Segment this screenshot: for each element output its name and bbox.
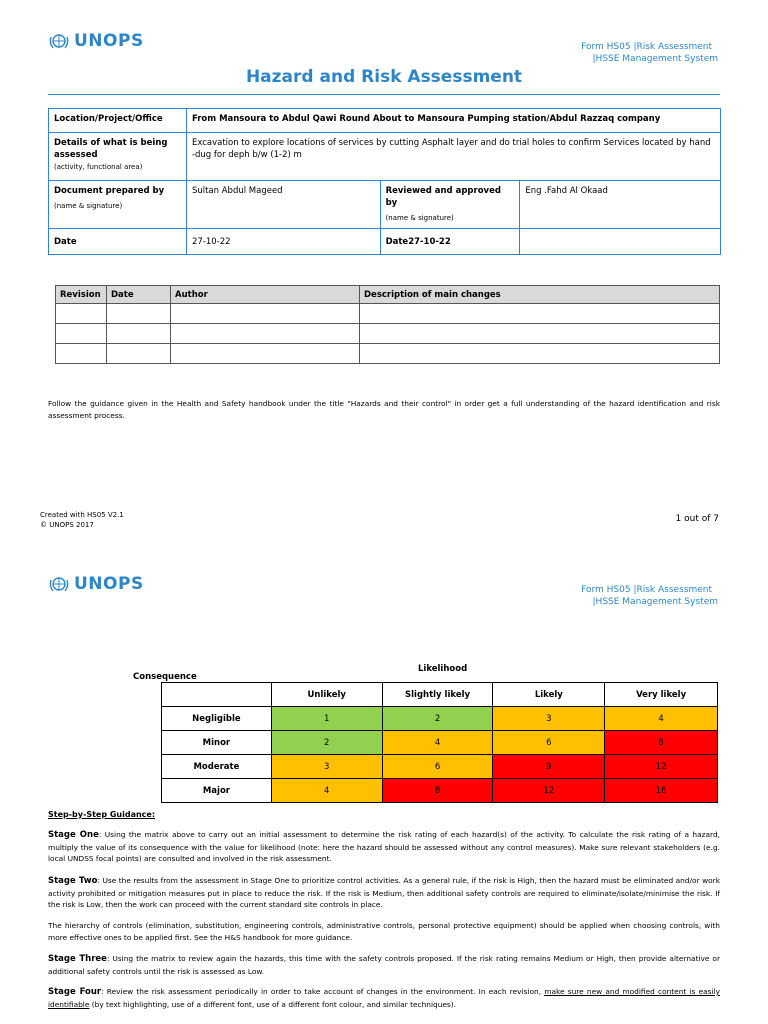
- details-sub: (activity, functional area): [54, 163, 143, 171]
- stage-three-text: : Using the matrix to review again the hazards, this time with the safety controls proposed. If the risk rating remains Medium or High, then provide alternative or additional safety controls until the risk is assessed as Low.: [48, 954, 720, 976]
- col-header-unlikely: Unlikely: [271, 683, 382, 707]
- stage-four-underlined: make sure new and modified content is easily identifiable: [48, 987, 721, 1009]
- prepared-sub: (name & signature): [54, 202, 123, 210]
- logo-text: UNOPS: [74, 31, 144, 51]
- reviewed-sub: (name & signature): [385, 214, 454, 222]
- form-line-2: |HSSE Management System: [592, 54, 718, 64]
- stage-four-text-a: : Review the risk assessment periodically in order to take account of changes in the environment. In each revision,: [101, 987, 545, 996]
- consequence-label: Consequence: [133, 672, 197, 682]
- matrix-cell: 4: [605, 707, 718, 731]
- reviewed-cell: [380, 181, 520, 229]
- stage-one-text: : Using the matrix above to carry out an initial assessment to determine the risk rating of each hazard(s) of the activity. To calculate the risk rating of a hazard, multiply the value of its consequence with the value for likelihood (note: here the hazard should be assessed without any control measures). Make sure relevant stakeholders (e.g. local UNDSS focal points) are consulted and involved in the risk assessment.: [48, 830, 721, 863]
- date2-empty: [520, 229, 721, 255]
- risk-matrix: [161, 682, 718, 803]
- assessment-info-table: [48, 108, 721, 255]
- date2-value: Date27-10-22: [380, 229, 520, 255]
- footer: [40, 510, 124, 530]
- row-header-minor: Minor: [162, 731, 272, 755]
- form-header-2: [581, 584, 718, 608]
- details-value: Excavation to explore locations of services by cutting Asphalt layer and do trial holes to confirm Services located by hand -dug for deph b/w (1-2) m: [186, 133, 720, 181]
- location-label: Location/Project/Office: [49, 109, 187, 133]
- revision-header: Revision: [56, 286, 107, 304]
- details-cell: [49, 133, 187, 181]
- matrix-cell: 9: [493, 755, 605, 779]
- reviewed-value: Eng .Fahd Al Okaad: [520, 181, 721, 229]
- matrix-cell: 12: [605, 755, 718, 779]
- reviewed-label: Reviewed and approved by: [385, 186, 501, 208]
- row-header-negligible: Negligible: [162, 707, 272, 731]
- form-header: [581, 41, 718, 65]
- footer-copyright: © UNOPS 2017: [40, 521, 94, 529]
- page-title: Hazard and Risk Assessment: [245, 67, 523, 87]
- stage-four-text-b: (by text highlighting, use of a different font, use of a different font colour, and similar techniques).: [89, 999, 457, 1009]
- col-header-very-likely: Very likely: [605, 683, 718, 707]
- step-heading: Step-by-Step Guidance:: [48, 810, 156, 819]
- title-divider: [48, 94, 720, 95]
- stage-four-label: Stage Four: [48, 987, 102, 997]
- prepared-cell: [49, 181, 187, 229]
- col-header-likely: Likely: [493, 683, 605, 707]
- prepared-value: Sultan Abdul Mageed: [186, 181, 380, 229]
- stage-three: [48, 953, 720, 977]
- stage-three-label: Stage Three: [48, 954, 107, 964]
- un-emblem-icon: [48, 574, 70, 594]
- form-line-1: Form HS05 |Risk Assessment: [581, 42, 712, 52]
- author-header: Author: [171, 286, 360, 304]
- details-label: Details of what is being assessed: [54, 138, 168, 160]
- matrix-cell: 3: [493, 707, 605, 731]
- date-header: Date: [107, 286, 171, 304]
- unops-logo-2: [48, 574, 144, 594]
- form-line-1: Form HS05 |Risk Assessment: [581, 585, 712, 595]
- stage-one-label: Stage One: [48, 830, 99, 840]
- location-value: From Mansoura to Abdul Qawi Round About to Mansoura Pumping station/Abdul Razzaq company: [186, 109, 720, 133]
- page-number: 1 out of 7: [675, 514, 719, 524]
- matrix-cell: 4: [382, 731, 493, 755]
- form-line-2: |HSSE Management System: [592, 597, 718, 607]
- col-header-slightly-likely: Slightly likely: [382, 683, 493, 707]
- footer-created: Created with HS05 V2.1: [40, 511, 124, 519]
- matrix-cell: 12: [493, 779, 605, 803]
- unops-logo: [48, 31, 144, 51]
- stage-one: [48, 829, 720, 865]
- matrix-cell: 6: [382, 755, 493, 779]
- date-label: Date: [49, 229, 187, 255]
- likelihood-label: Likelihood: [418, 664, 468, 674]
- date-value: 27-10-22: [186, 229, 380, 255]
- matrix-corner: [162, 683, 272, 707]
- stage-four: [48, 986, 720, 1010]
- matrix-cell: 1: [271, 707, 382, 731]
- hierarchy-text: The hierarchy of controls (elimination, substitution, engineering controls, administrative controls, personal protective equipment) should be applied when choosing controls, with more effective ones to be applied first. See the H&S handbook for more guidance.: [48, 921, 720, 942]
- matrix-cell: 16: [605, 779, 718, 803]
- matrix-cell: 8: [382, 779, 493, 803]
- revision-table: [55, 285, 720, 364]
- table-row: [56, 324, 720, 344]
- matrix-cell: 8: [605, 731, 718, 755]
- stage-two: [48, 875, 720, 911]
- row-header-moderate: Moderate: [162, 755, 272, 779]
- matrix-cell: 2: [382, 707, 493, 731]
- logo-text-2: UNOPS: [74, 574, 144, 594]
- description-header: Description of main changes: [360, 286, 720, 304]
- matrix-cell: 6: [493, 731, 605, 755]
- row-header-major: Major: [162, 779, 272, 803]
- stage-two-label: Stage Two: [48, 876, 98, 886]
- stage-two-text: : Use the results from the assessment in Stage One to prioritize control activities. As a general rule, if the risk is High, then the hazard must be eliminated and/or work activity prohibited or mitigation measures put in place to reduce the risk. If the risk is Medium, then additional safety controls are required to eliminate/isolate/minimise the risk. If the risk is Low, then the work can proceed with the current standard site controls in place.: [48, 876, 720, 909]
- un-emblem-icon: [48, 31, 70, 51]
- prepared-label: Document prepared by: [54, 186, 165, 196]
- matrix-cell: 3: [271, 755, 382, 779]
- matrix-cell: 4: [271, 779, 382, 803]
- matrix-cell: 2: [271, 731, 382, 755]
- guidance-text: Follow the guidance given in the Health and Safety handbook under the title "Hazards and their control" in order get a full understanding of the hazard identification and risk assessment process.: [48, 399, 720, 420]
- table-row: [56, 344, 720, 364]
- table-row: [56, 304, 720, 324]
